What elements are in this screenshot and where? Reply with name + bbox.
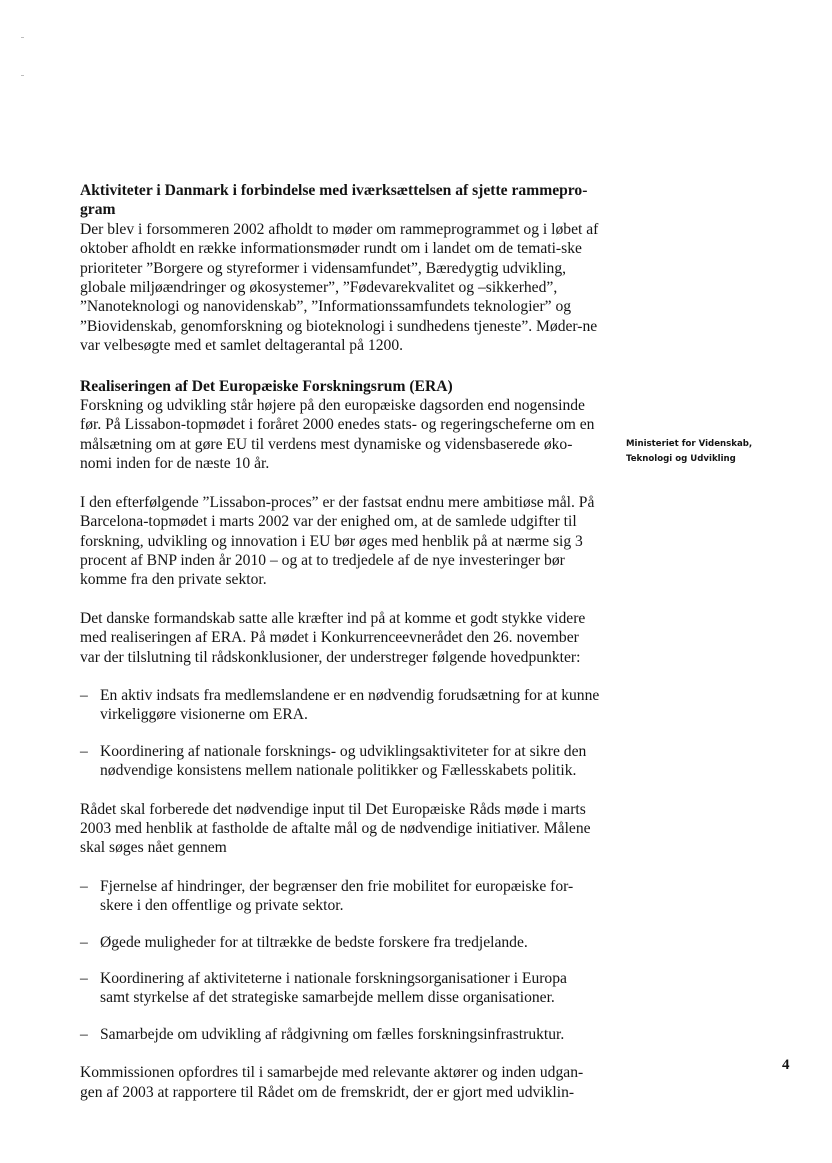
section-heading: Realiseringen af Det Europæiske Forskningsrum (ERA): [80, 377, 453, 395]
bullet-list-goals: [80, 877, 600, 1044]
scan-mark-mid: [21, 75, 24, 76]
ministry-sidebar: [626, 437, 796, 466]
list-item: – En aktiv indsats fra medlemslandene er en nødvendig forudsætning for at kunne virkeliggøre visionerne om ERA.: [80, 686, 600, 724]
paragraph-council: Rådet skal forberede det nødvendige input til Det Europæiske Råds møde i marts 2003 med henblik at fastholde de aftalte mål og de nødvendige initiativer. Målene skal søges nået gennem: [80, 800, 591, 857]
page-number: 4: [782, 1057, 790, 1073]
bullet-dash: –: [80, 686, 88, 704]
bullet-list-main-points: [80, 686, 600, 781]
bullet-dash: –: [80, 933, 88, 951]
ministry-name-line2: Teknologi og Udvikling: [626, 453, 736, 464]
paragraph-lisbon: Forskning og udvikling står højere på den europæiske dagsorden end nogensinde før. På Lissabon-topmødet i foråret 2000 enedes stats- og regeringscheferne om en målsætning om at gøre EU til verdens mest dynamiske og vidensbaserede øko-nomi inden for de næste 10 år.: [80, 397, 595, 473]
list-item: – Fjernelse af hindringer, der begrænser den frie mobilitet for europæiske for-skere i den offentlige og private sektor.: [80, 877, 574, 915]
list-item: – Samarbejde om udvikling af rådgivning om fælles forskningsinfrastruktur.: [80, 1025, 565, 1043]
paragraph-lisbon-process: I den efterfølgende ”Lissabon-proces” er der fastsat endnu mere ambitiøse mål. På Barcelona-topmødet i marts 2002 var der enighed om, at de samlede udgifter til forskning, udvikling og innovation i EU bør øges med henblik på at nærme sig 3 procent af BNP inden år 2010 – og at to tredjedele af de nye investeringer bør komme fra den private sektor.: [80, 493, 595, 589]
bullet-dash: –: [80, 877, 88, 895]
ministry-name-line1: Ministeriet for Videnskab,: [626, 439, 753, 449]
list-item: – Koordinering af aktiviteterne i nationale forskningsorganisationer i Europa samt styrkelse af det strategiske samarbejde mellem disse organisationer.: [80, 970, 567, 1007]
section-heading: Aktiviteter i Danmark i forbindelse med iværksættelsen af sjette rammepro-gram: [80, 182, 588, 219]
bullet-dash: –: [80, 970, 88, 987]
section-paragraph: Der blev i forsommeren 2002 afholdt to møder om rammeprogrammet og i løbet af oktober afholdt en række informationsmøder rundt om i landet om de temati-ske prioriteter ”Borgere og styreformer i vidensamfundet”, Bæredygtig udvikling, globale miljøændringer og økosystemer”, ”Fødevarekvalitet og –sikkerhed”, ”Nanoteknologi og nanovidenskab”, ”Informationssamfundets teknologier” og ”Biovidenskab, genomforskning og bioteknologi i sundhedens tjeneste”. Møder-ne var velbesøgte med et samlet deltagerantal på 1200.: [80, 220, 599, 355]
bullet-dash: –: [80, 1025, 88, 1043]
section-era: [80, 377, 600, 1102]
section-danish-activities: [80, 181, 600, 356]
document-body: [80, 181, 600, 1102]
scan-mark-top: [21, 37, 24, 38]
bullet-dash: –: [80, 742, 88, 760]
paragraph-commission: Kommissionen opfordres til i samarbejde med relevante aktører og inden udgan-gen af 2003 at rapportere til Rådet om de fremskridt, der er gjort med udviklin-: [80, 1064, 584, 1101]
paragraph-presidency: Det danske formandskab satte alle kræfter ind på at komme et godt stykke videre med realiseringen af ERA. På mødet i Konkurrenceevnerådet den 26. november var der tilslutning til rådskonklusioner, der understreger følgende hovedpunkter:: [80, 609, 586, 666]
list-item: – Koordinering af nationale forsknings- og udviklingsaktiviteter for at sikre den nødvendige konsistens mellem nationale politikker og Fællesskabets politik.: [80, 742, 587, 780]
list-item: – Øgede muligheder for at tiltrække de bedste forskere fra tredjelande.: [80, 933, 528, 951]
